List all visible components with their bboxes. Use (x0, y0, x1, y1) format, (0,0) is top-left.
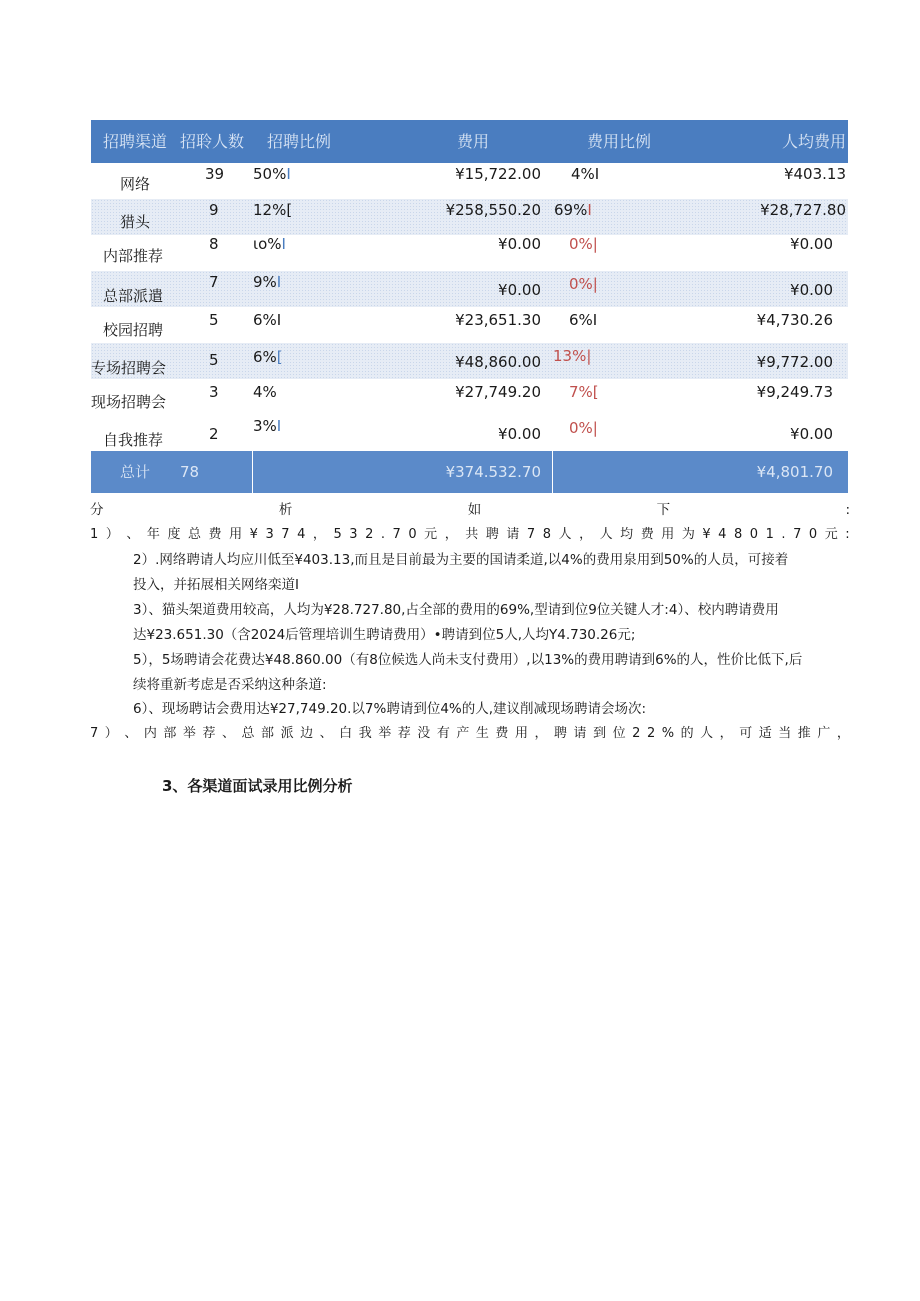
analysis-point-5-line-1: 5），5场聘请会花费达¥48.860.00（有8位候选人尚未支付费用）,以13%的费用聘请到6%的人，性价比低下,后 (133, 652, 803, 668)
table-total-row (91, 451, 848, 493)
cell-cost: ¥0.00 (498, 235, 541, 253)
analysis-char: 聘 (554, 726, 568, 741)
analysis-char: 8 (733, 527, 743, 542)
analysis-char: : (845, 527, 850, 542)
cell-cost-ratio: 13%| (553, 347, 592, 365)
table-row (91, 307, 848, 343)
table-row (91, 235, 848, 271)
table-row (91, 379, 848, 415)
analysis-char: 元 (424, 527, 438, 542)
analysis-title (90, 501, 850, 519)
analysis-char: 有 (436, 726, 450, 741)
analysis-char: 2 (632, 726, 641, 741)
analysis-point-1 (90, 526, 850, 544)
header-per-capita: 人均费用 (781, 132, 846, 151)
cell-per-capita: ¥4,730.26 (756, 311, 833, 329)
cell-ratio: 12%[ (253, 201, 293, 219)
analysis-char: 3 (265, 527, 274, 542)
table-row (91, 163, 848, 199)
analysis-title-char: 分 (90, 502, 104, 518)
analysis-char: 到 (593, 726, 607, 741)
analysis-char: 用 (514, 726, 528, 741)
cell-channel: 自我推荐 (103, 431, 164, 449)
analysis-char: 产 (456, 726, 470, 741)
analysis-char: 0 (408, 527, 417, 542)
analysis-point-3-line-1: 3）、猫头架道费用较高，人均为¥28.727.80,占全部的费用的69%,型请到位9位关键人才:4）、校内聘请费用 (133, 602, 779, 618)
analysis-char: 当 (778, 726, 792, 741)
cell-count: 5 (209, 311, 219, 329)
analysis-char: 聘 (485, 527, 499, 542)
cell-cost-ratio: 0%| (569, 275, 598, 293)
cell-cost: ¥27,749.20 (455, 383, 541, 401)
cell-cost-ratio: 6%I (569, 311, 598, 329)
cell-ratio: 6%[ (253, 348, 283, 366)
cell-per-capita: ¥9,772.00 (756, 353, 833, 371)
analysis-char: 广 (817, 726, 831, 741)
total-divider (252, 451, 253, 493)
analysis-char: 边 (300, 726, 314, 741)
analysis-point-7 (90, 725, 850, 743)
analysis-char: 2 (646, 726, 656, 741)
analysis-char: 7 (793, 527, 802, 542)
analysis-title-char: 下 (656, 502, 671, 518)
cell-per-capita: ¥0.00 (790, 235, 833, 253)
cell-count: 8 (209, 235, 219, 253)
cell-count: 39 (205, 165, 225, 183)
cell-cost: ¥258,550.20 (445, 201, 541, 219)
analysis-char: 1 (765, 527, 774, 542)
analysis-char: 0 (808, 527, 818, 542)
analysis-char: 元 (824, 527, 838, 542)
cell-cost-ratio: 0%| (569, 419, 598, 437)
cell-channel: 网络 (120, 175, 151, 193)
recruitment-cost-table (91, 120, 848, 493)
analysis-char: 总 (241, 726, 255, 741)
analysis-char: 费 (208, 527, 222, 542)
analysis-char: 、 (126, 527, 140, 542)
analysis-char: 4 (297, 527, 306, 542)
analysis-char: 7 (281, 527, 290, 542)
table-row (91, 199, 848, 235)
analysis-title-char: : (845, 502, 850, 518)
analysis-char: 请 (506, 527, 520, 542)
analysis-char: 推 (797, 726, 811, 741)
analysis-char: ¥ (702, 527, 711, 542)
analysis-char: ， (579, 527, 593, 542)
analysis-char: 2 (365, 527, 374, 542)
cell-cost-ratio: 69%I (554, 201, 592, 219)
analysis-char: ） (105, 527, 119, 542)
cell-cost-ratio: 4%I (571, 165, 600, 183)
cell-count: 7 (209, 273, 219, 291)
analysis-char: ， (719, 726, 733, 741)
analysis-title-char: 如 (467, 502, 482, 518)
analysis-char: 举 (378, 726, 392, 741)
analysis-point-6: 6）、现场聘诂会费用达¥27,749.20.以7%聘请到位4%的人,建议削减现场聘请会场次: (133, 701, 647, 717)
analysis-char: 7 (392, 527, 401, 542)
analysis-char: 度 (167, 527, 181, 542)
analysis-char: 1 (90, 527, 99, 542)
analysis-char: 费 (640, 527, 654, 542)
analysis-char: 派 (280, 726, 294, 741)
cell-ratio: 6%I (253, 311, 282, 329)
total-per-capita: ¥4,801.70 (756, 463, 833, 481)
analysis-char: 部 (261, 726, 275, 741)
analysis-char: ， (312, 527, 326, 542)
analysis-char: ） (104, 726, 118, 741)
analysis-char: ， (444, 527, 458, 542)
analysis-char: 8 (542, 527, 551, 542)
cell-ratio: 3%I (253, 417, 282, 435)
analysis-char: . (781, 527, 786, 542)
cell-ratio: 9%I (253, 273, 282, 291)
analysis-char: 人 (700, 726, 714, 741)
analysis-char: 、 (319, 726, 333, 741)
analysis-char: 均 (620, 527, 634, 542)
cell-ratio: 4% (253, 383, 277, 401)
analysis-char: ， (836, 726, 850, 741)
header-channel: 招聘渠道 (103, 132, 168, 151)
analysis-char: 费 (495, 726, 509, 741)
analysis-char: 年 (146, 527, 160, 542)
analysis-char: 3 (349, 527, 358, 542)
cell-channel: 内部推荐 (103, 247, 164, 265)
analysis-char: % (661, 726, 675, 741)
cell-cost: ¥23,651.30 (455, 311, 541, 329)
analysis-char: 位 (612, 726, 626, 741)
analysis-char: 荐 (397, 726, 411, 741)
analysis-char: 用 (229, 527, 243, 542)
header-cost: 费用 (457, 132, 490, 151)
analysis-char: ¥ (249, 527, 258, 542)
analysis-char: 白 (339, 726, 353, 741)
cell-count: 5 (209, 351, 219, 369)
analysis-char: . (380, 527, 386, 542)
analysis-char: 适 (758, 726, 772, 741)
analysis-char: ， (534, 726, 548, 741)
analysis-char: 人 (558, 527, 572, 542)
cell-ratio: ιo%I (253, 235, 286, 253)
analysis-char: 、 (124, 726, 138, 741)
analysis-char: 总 (188, 527, 202, 542)
analysis-char: 5 (333, 527, 342, 542)
analysis-char: 4 (718, 527, 727, 542)
total-divider (552, 451, 553, 493)
analysis-point-3-line-2: 达¥23.651.30（含2024后管理培训生聘请费用）•聘请到位5人,人均Y4.730.26元; (133, 627, 636, 643)
table-row (91, 343, 848, 379)
table-row (91, 415, 848, 451)
cell-count: 9 (209, 201, 219, 219)
cell-per-capita: ¥9,249.73 (756, 383, 833, 401)
cell-channel: 猎头 (120, 213, 151, 231)
header-count: 招聆人数 (180, 132, 245, 151)
cell-cost: ¥0.00 (498, 281, 541, 299)
analysis-char: 部 (163, 726, 177, 741)
cell-channel: 现场招聘会 (91, 393, 167, 411)
table-header-row (91, 120, 848, 163)
cell-count: 2 (209, 425, 219, 443)
analysis-char: 共 (465, 527, 479, 542)
analysis-point-5-line-2: 续将重新考虑是否采纳这种条道: (133, 677, 327, 693)
header-ratio: 招聘比例 (267, 132, 332, 151)
analysis-char: 0 (749, 527, 759, 542)
cell-cost-ratio: 7%[ (569, 383, 599, 401)
cell-channel: 专场招聘会 (91, 359, 167, 377)
analysis-char: 的 (680, 726, 694, 741)
analysis-char: 请 (573, 726, 587, 741)
analysis-char: 内 (143, 726, 157, 741)
analysis-char: 为 (681, 527, 695, 542)
analysis-char: 没 (417, 726, 431, 741)
cell-cost: ¥0.00 (498, 425, 541, 443)
analysis-char: 荐 (202, 726, 216, 741)
analysis-char: 我 (358, 726, 372, 741)
analysis-point-2-line-2: 投入，并拓展相关网络栾道I (133, 577, 299, 593)
cell-per-capita: ¥403.13 (783, 165, 846, 183)
analysis-char: 用 (661, 527, 675, 542)
analysis-point-2-line-1: 2）.网络聘请人均应川低至¥403.13,而且是目前最为主要的国请柔道,以4%的费用泉用到50%的人员，可接着 (133, 552, 789, 568)
cell-channel: 总部派遣 (103, 287, 164, 305)
cell-cost: ¥15,722.00 (455, 165, 541, 183)
cell-per-capita: ¥0.00 (790, 425, 833, 443)
analysis-char: 、 (221, 726, 235, 741)
analysis-char: 人 (599, 527, 613, 542)
section-heading: 3、各渠道面试录用比例分析 (162, 777, 353, 795)
cell-per-capita: ¥28,727.80 (760, 201, 846, 219)
analysis-char: 生 (475, 726, 489, 741)
analysis-title-char: 析 (278, 502, 293, 518)
analysis-char: 7 (90, 726, 99, 741)
cell-per-capita: ¥0.00 (790, 281, 833, 299)
cell-channel: 校园招聘 (103, 321, 164, 339)
analysis-char: 7 (526, 527, 536, 542)
total-cost: ¥374.532.70 (445, 463, 541, 481)
header-cost-ratio: 费用比例 (587, 132, 652, 151)
table-row (91, 271, 848, 307)
cell-cost: ¥48,860.00 (455, 353, 541, 371)
cell-ratio: 50%I (253, 165, 291, 183)
cell-cost-ratio: 0%| (569, 235, 598, 253)
analysis-char: 可 (739, 726, 753, 741)
cell-count: 3 (209, 383, 219, 401)
analysis-char: 举 (182, 726, 196, 741)
total-count: 78 (180, 463, 200, 481)
total-label: 总计 (120, 463, 151, 481)
